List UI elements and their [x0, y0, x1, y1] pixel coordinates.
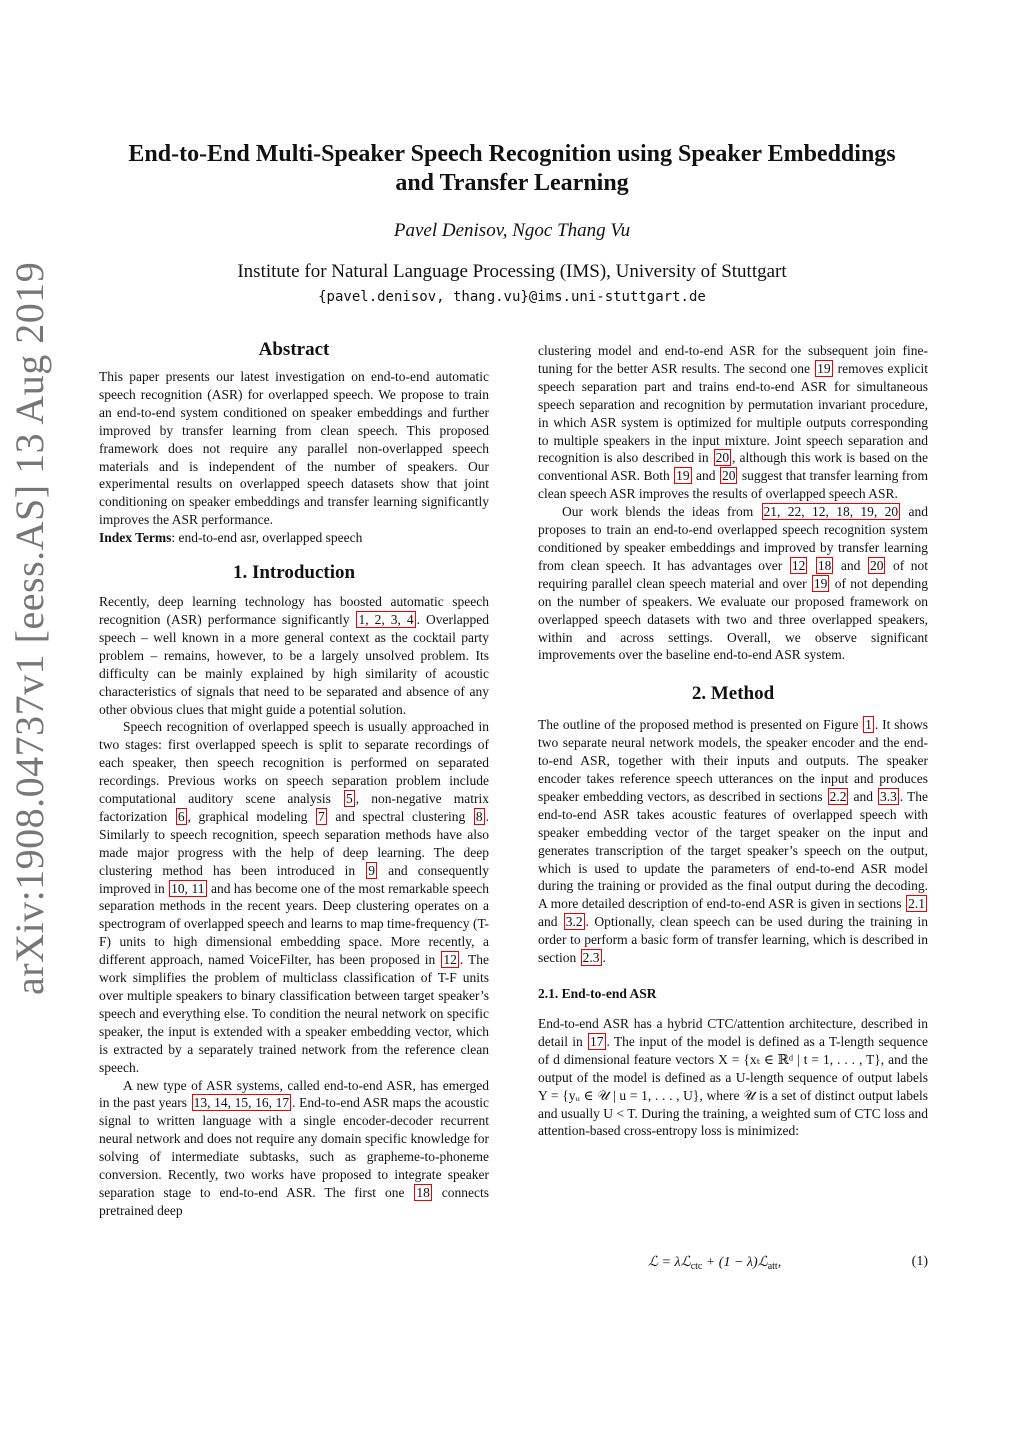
section-link[interactable]: 2.3: [582, 950, 600, 966]
citation-link[interactable]: 18: [817, 557, 832, 573]
citation-link[interactable]: 20: [715, 450, 730, 466]
index-terms-value: : end-to-end asr, overlapped speech: [171, 530, 363, 546]
citation-link[interactable]: 7: [318, 808, 325, 824]
citation-link[interactable]: 1, 2, 3, 4: [358, 611, 414, 627]
citation-link[interactable]: 13, 14, 15, 16, 17: [193, 1095, 290, 1111]
intro-paragraph-3: A new type of ASR systems, called end-to-end ASR, has emerged in the past years 13, 14, 15, 16, 17 . End-to-end ASR maps the acoustic signal to written language with a single encoder-decoder recurrent neural network and does not require any domain specific knowledge for solving of intermediate subtasks, such as grapheme-to-phoneme conversion. Recently, two works have proposed to integrate speaker separation stage to end-to-end ASR. The first one 18 connects pretrained deep: [99, 1077, 489, 1218]
abstract-text: This paper presents our latest investigation on end-to-end automatic speech recognition (ASR) for overlapped speech. We propose to train an end-to-end system conditioned on speaker embeddings and further improved by transfer learning from clean speech. This proposed framework does not require any parallel non-overlapped speech materials and is independent of the number of speakers. Our experimental results on overlapped speech datasets show that joint conditioning on speaker embeddings and transfer learning significantly improves the ASR performance.: [99, 369, 489, 528]
citation-link[interactable]: 12: [791, 557, 806, 573]
figure-link[interactable]: 1: [865, 717, 872, 733]
index-terms-label: Index Terms: [99, 530, 172, 546]
section-link[interactable]: 3.3: [879, 788, 897, 804]
authors: Pavel Denisov, Ngoc Thang Vu: [393, 220, 631, 241]
citation-link[interactable]: 20: [721, 468, 736, 484]
paper-title: [100, 140, 924, 198]
equation-number: (1): [911, 1254, 928, 1269]
citation-link[interactable]: 19: [676, 468, 690, 484]
intro-paragraph-2: Speech recognition of overlapped speech is usually approached in two stages: first overlapped speech is split to separate recordings of each speaker, then speech recognition is performed on separated recordings. Previous works on speech separation problem include computational auditory scene analysis 5 , non-negative matrix factorization 6 , graphical modeling 7 and spectral clustering 8 . Similarly to speech recognition, speech separation methods have also made major progress with the help of deep learning. The deep clustering method has been introduced in 9 and consequently improved in 10, 11 and has become one of the most remarkable speech separation methods in the recent years. Deep clustering operates on a spectrogram of overlapped speech and learns to map time-frequency (T-F) units to high dimensional embedding space. More recently, a different approach, named VoiceFilter, has been proposed in 12 . The work simplifies the problem of multiclass classification of T-F units over multiple speakers to binary classification between target speaker’s speech and everything else. To condition the neural network on specific speaker, the input is extended with a speaker embedding vector, which is extracted by a separately trained network from the reference clean speech.: [99, 719, 490, 1075]
intro-paragraph-1: Recently, deep learning technology has boosted automatic speech recognition (ASR) performance significantly 1, 2, 3, 4 . Overlapped speech – well known in a more general context as the cocktail party problem – remains, however, to be a largely unsolved problem. Its difficulty can be mainly explained by high similarity of acoustic characteristics of signals that need to be separated and absence of any other obvious clues that might guide a potential solution.: [99, 594, 489, 717]
affiliation: Institute for Natural Language Processing (IMS), University of Stuttgart: [237, 261, 787, 282]
equation-body: ℒ = λℒ$_{ctc}$ + (1 − λ)ℒ$_{att}$,: [648, 1255, 782, 1272]
section-link[interactable]: 2.2: [829, 788, 847, 804]
title-line-2: and Transfer Learning: [395, 170, 629, 196]
right-column: [538, 342, 928, 1140]
citation-link[interactable]: 8: [475, 808, 483, 824]
equation-1: [538, 1254, 928, 1274]
citation-link[interactable]: 12: [443, 952, 457, 968]
subsection-heading: 2.1. End-to-end ASR: [538, 986, 657, 1001]
asr-paragraph: End-to-end ASR has a hybrid CTC/attention architecture, described in detail in 17 . The input of the model is defined as a T-length sequence of d dimensional feature vectors X = {xₜ ∈ ℝᵈ | t = 1, . . . , T}, and the output of the model is defined as a U-length sequence of output labels Y = {yᵤ ∈ 𝒰 | u = 1, . . . , U}, where 𝒰 is a set of distinct output labels and usually U < T. During the training, a weighted sum of CTC loss and attention-based cross-entropy loss is minimized:: [538, 1016, 928, 1139]
citation-link[interactable]: 6: [177, 808, 185, 824]
introduction-heading: 1. Introduction: [232, 562, 356, 584]
title-line-1: End-to-End Multi-Speaker Speech Recognition using Speaker Embeddings: [128, 141, 896, 167]
abstract-heading: Abstract: [258, 339, 330, 360]
citation-link[interactable]: 19: [817, 360, 831, 376]
citation-link[interactable]: 19: [813, 575, 828, 591]
citation-link[interactable]: 9: [368, 862, 375, 878]
method-heading: 2. Method: [691, 683, 775, 705]
email: {pavel.denisov, thang.vu}@ims.uni-stuttgart.de: [318, 289, 706, 305]
citation-link[interactable]: 5: [346, 791, 353, 807]
citation-link[interactable]: 20: [869, 557, 884, 573]
left-column: [99, 338, 489, 1220]
citation-link[interactable]: 21, 22, 12, 18, 19, 20: [763, 504, 899, 520]
index-terms: [99, 529, 489, 547]
arxiv-identifier: arXiv:1908.04737v1 [eess.AS] 13 Aug 2019: [7, 261, 52, 995]
section-link[interactable]: 2.1: [908, 896, 925, 912]
section-link[interactable]: 3.2: [565, 914, 583, 930]
intro-paragraph-our-work: Our work blends the ideas from 21, 22, 12, 18, 19, 20 and proposes to train an end-to-end overlapped speech recognition system conditioned by speaker embeddings and improved by transfer learning from clean speech. It has advantages over 12 18 and 20 of not requiring parallel clean speech material and over 19 of not depending on the number of speakers. We evaluate our proposed framework on overlapped speech datasets with two and three overlapped speakers, within and across settings. Overall, we observe significant improvements over the baseline end-to-end ASR system.: [538, 504, 929, 663]
citation-link[interactable]: 10, 11: [171, 880, 205, 896]
citation-link[interactable]: 18: [416, 1184, 430, 1200]
intro-paragraph-continued: clustering model and end-to-end ASR for the subsequent join fine-tuning for the better ASR results. The second one 19 removes explicit speech separation part and trains end-to-end ASR for simultaneous speech separation and recognition by permutation invariant procedure, in which ASR system is optimized for multiple outputs corresponding to multiple speakers in the input mixture. Joint speech separation and recognition is also described in 20 , although this work is based on the conventional ASR. Both 19 and 20 suggest that transfer learning from clean speech ASR improves the results of overlapped speech ASR.: [538, 343, 928, 502]
method-paragraph: The outline of the proposed method is presented on Figure 1 . It shows two separate neural network models, the speaker encoder and the end-to-end ASR, together with their inputs and outputs. The speaker encoder takes reference speech utterances on the input and produces speaker embedding vectors, as described in sections 2.2 and 3.3 . The end-to-end ASR takes acoustic features of overlapped speech with speaker embedding vector of the target speaker on the input and generates transcription of the target speaker’s speech on the output, which is used to update the parameters of end-to-end ASR model during the training or provided as the final output during the decoding. A more detailed description of end-to-end ASR is given in sections 2.1 and 3.2 . Optionally, clean speech can be used during the training in order to perform a basic form of transfer learning, which is described in section 2.3 .: [538, 717, 928, 966]
citation-link[interactable]: 17: [590, 1033, 604, 1049]
